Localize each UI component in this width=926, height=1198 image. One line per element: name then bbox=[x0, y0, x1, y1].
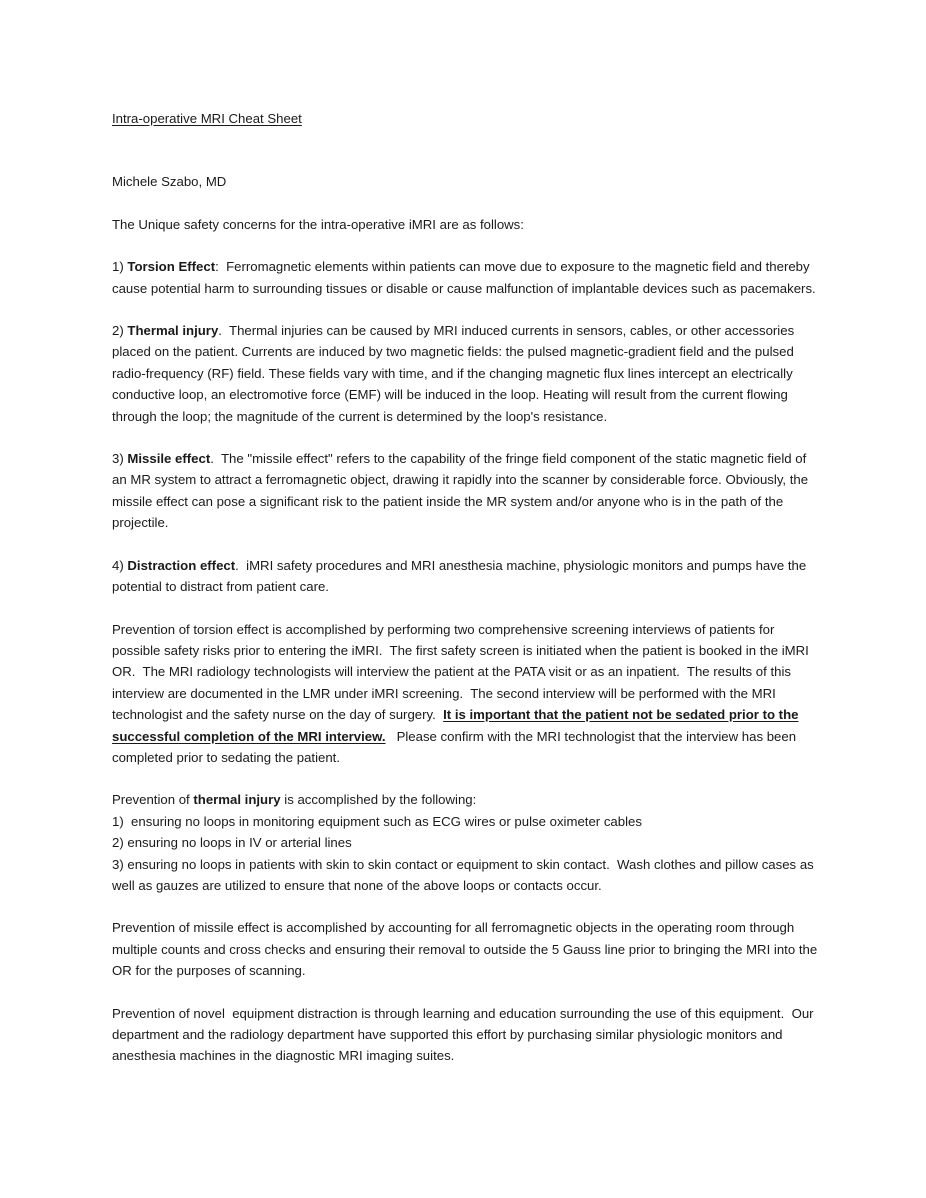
intro-paragraph: The Unique safety concerns for the intra-operative iMRI are as follows: bbox=[112, 216, 524, 232]
thermal-prevention-lead bbox=[112, 789, 818, 810]
list-item: 1) ensuring no loops in monitoring equipment such as ECG wires or pulse oximeter cables bbox=[112, 813, 642, 829]
list-item: 2) ensuring no loops in IV or arterial lines bbox=[112, 835, 352, 851]
missile-prevention-paragraph: Prevention of missile effect is accomplished by accounting for all ferromagnetic objects in the operating room through multiple counts and cross checks and ensuring their removal to outside the 5 Gauss line prior to bringing the MRI into the OR for the purposes of scanning. bbox=[112, 920, 821, 979]
title-row bbox=[112, 108, 818, 150]
concern-number-1: 1) bbox=[112, 259, 124, 275]
concern-text-1: Ferromagnetic elements within patients can move due to exposure to the magnetic field and thereby cause potential harm to surrounding tissues or disable or cause malfunction of implantable devices such as pacemakers. bbox=[112, 259, 816, 296]
concern-number-4: 4) bbox=[112, 557, 124, 573]
concern-distraction bbox=[112, 555, 818, 598]
concern-text-3: The "missile effect" refers to the capability of the fringe field component of the static magnetic field of an MR system to attract a ferromagnetic object, drawing it rapidly into the scanner by considerable force. Obviously, the missile effect can pose a significant risk to the patient inside the MR system and/or anyone who is in the path of the projectile. bbox=[112, 451, 812, 531]
thermal-lead-bold: thermal injury bbox=[193, 792, 281, 808]
concern-term-1: Torsion Effect bbox=[127, 259, 216, 275]
thermal-prevention-block bbox=[112, 789, 818, 896]
concern-term-4: Distraction effect bbox=[127, 557, 236, 573]
concern-missile bbox=[112, 448, 818, 534]
concern-term-punct-1: : bbox=[215, 259, 219, 275]
distraction-prevention-paragraph: Prevention of novel equipment distraction is through learning and education surrounding the use of this equipment. Our department and the radiology department have supported this effort by purchasing similar physiologic monitors and anesthesia machines in the diagnostic MRI imaging suites. bbox=[112, 1005, 818, 1064]
list-item: 3) ensuring no loops in patients with skin to skin contact or equipment to skin contact. Wash clothes and pillow cases as well as gauzes are utilized to ensure that none of the above loops or contacts occur. bbox=[112, 856, 818, 893]
concern-torsion bbox=[112, 256, 818, 299]
concern-term-2: Thermal injury bbox=[127, 323, 219, 339]
concern-number-2: 2) bbox=[112, 323, 124, 339]
concern-text-4: iMRI safety procedures and MRI anesthesia machine, physiologic monitors and pumps have the potential to distract from patient care. bbox=[112, 557, 810, 595]
page-title: Intra-operative MRI Cheat Sheet bbox=[112, 111, 302, 126]
concern-term-punct-3: . bbox=[210, 451, 214, 467]
concern-text-2: Thermal injuries can be caused by MRI induced currents in sensors, cables, or other accessories placed on the patient. Currents are induced by two magnetic fields: the pulsed magnetic-gradient field and the pulsed radio-frequency (RF) field. These fields vary with time, and if the changing magnetic flux lines intercept an electrically conductive loop, an electromotive force (EMF) will be induced in the loop. Heating will result from the current flowing through the loop; the magnitude of the current is determined by the loop's resistance. bbox=[112, 323, 798, 424]
torsion-prevention-tail: Please confirm with the MRI technologist that the interview has been completed prior to sedating the patient. bbox=[112, 728, 800, 765]
concern-term-punct-4: . bbox=[235, 557, 239, 573]
concern-term-punct-2: . bbox=[218, 323, 222, 339]
torsion-prevention-paragraph bbox=[112, 619, 818, 769]
torsion-prevention-lead: Prevention of torsion effect is accomplished by performing two comprehensive screening interviews of patients for possible safety risks prior to entering the iMRI. The first safety screen is initiated when the patient is booked in the iMRI OR. The MRI radiology technologists will interview the patient at the PATA visit or as an inpatient. The results of this interview are documented in the LMR under iMRI screening. The second interview will be performed with the MRI technologist and the safety nurse on the day of surgery. bbox=[112, 621, 813, 723]
author-line: Michele Szabo, MD bbox=[112, 174, 227, 190]
thermal-lead-before: Prevention of bbox=[112, 792, 194, 808]
concern-number-3: 3) bbox=[112, 451, 124, 467]
thermal-lead-after: is accomplished by the following: bbox=[280, 792, 477, 808]
torsion-prevention-emphasis: It is important that the patient not be sedated prior to the successful completion of the MRI interview. bbox=[112, 707, 799, 744]
concern-thermal bbox=[112, 320, 818, 427]
concern-term-3: Missile effect bbox=[127, 451, 211, 467]
document-body bbox=[112, 108, 821, 1067]
